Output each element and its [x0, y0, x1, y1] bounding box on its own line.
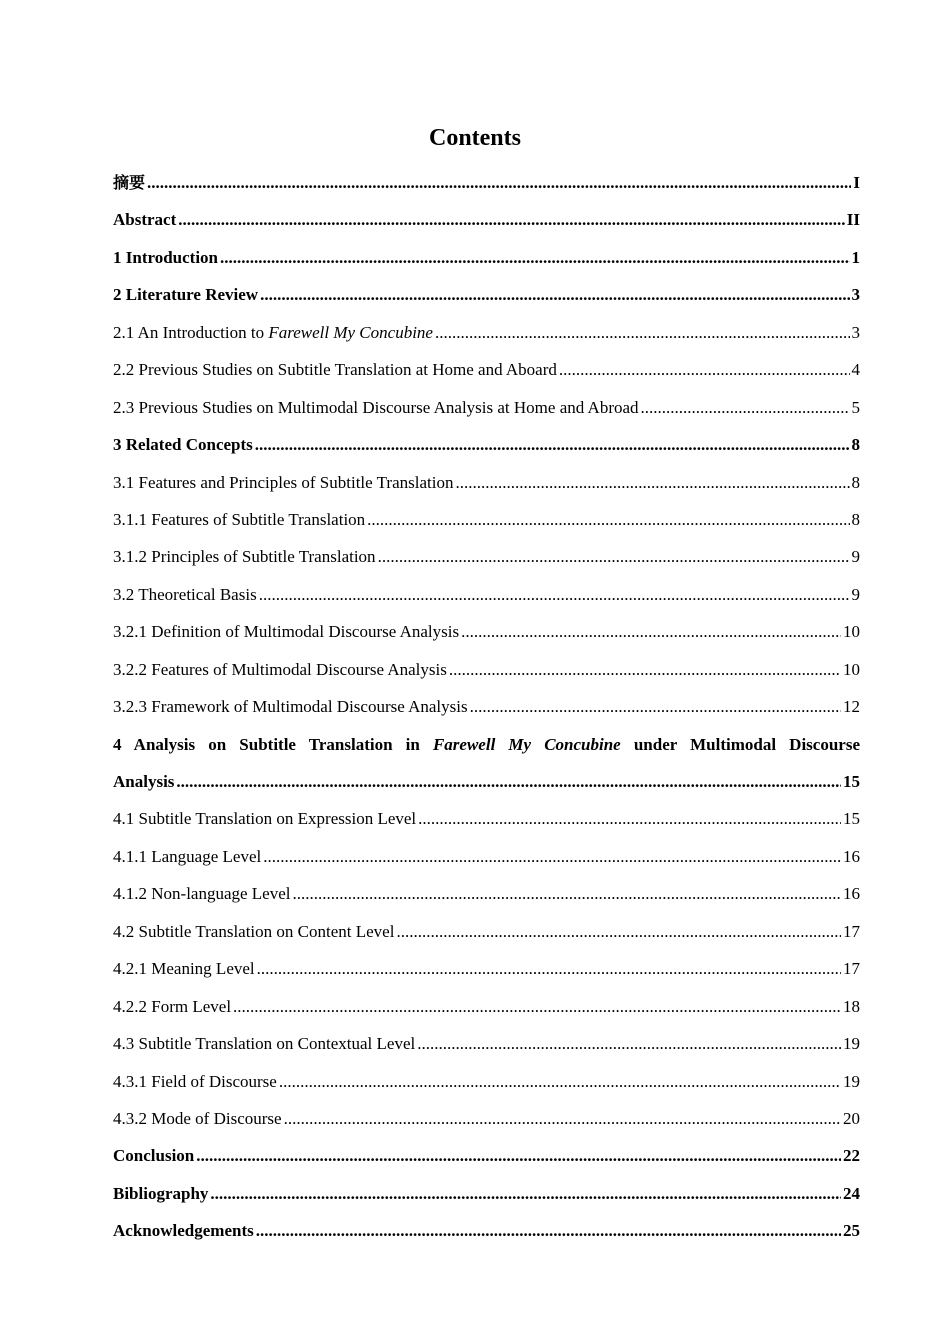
toc-entry-4-3-1[interactable] [113, 1064, 860, 1101]
toc-entry-label: 3.2.2 Features of Multimodal Discourse Analysis [113, 659, 447, 679]
toc-entry-label: 3.2.1 Definition of Multimodal Discourse Analysis [113, 622, 460, 642]
toc-leader-dots [259, 577, 850, 612]
toc-leader-dots [470, 689, 841, 724]
toc-entry-page: 20 [843, 1108, 860, 1128]
toc-leader-dots [255, 427, 850, 462]
toc-leader-dots [449, 652, 841, 687]
toc-entry-page: 5 [851, 397, 860, 417]
toc-entry-page: 19 [843, 1034, 860, 1054]
toc-entry-label: 4.3.2 Mode of Discourse [113, 1108, 282, 1128]
toc-entry-acknowledgements[interactable] [113, 1213, 860, 1250]
toc-entry-page: 9 [851, 584, 860, 604]
toc-leader-dots [461, 614, 841, 649]
page-title: Contents [428, 125, 521, 151]
toc-entry-page: 24 [843, 1183, 860, 1203]
toc-entry-4-2-1[interactable] [113, 951, 860, 988]
toc-entry-4-1-1[interactable] [113, 839, 860, 876]
toc-leader-dots [147, 165, 851, 200]
toc-leader-dots [559, 352, 850, 387]
toc-entry-3-2[interactable] [113, 577, 860, 614]
toc-entry-label: 3 Related Concepts [113, 435, 253, 455]
toc-leader-dots [178, 202, 845, 237]
toc-entry-abstract[interactable] [113, 202, 860, 239]
toc-leader-dots [435, 315, 850, 350]
toc-entry-page: I [853, 173, 860, 192]
toc-entry-page: 9 [851, 547, 860, 567]
toc-entry-page: 3 [851, 322, 860, 342]
toc-entry-page: 22 [843, 1146, 860, 1166]
toc-leader-dots [256, 1213, 841, 1248]
toc-entry-page: 25 [843, 1221, 860, 1241]
toc-entry-page: 10 [843, 659, 860, 679]
toc-entry-label: 4.3 Subtitle Translation on Contextual Level [113, 1034, 416, 1054]
toc-entry-label: Conclusion [113, 1146, 195, 1166]
toc-entry-4-3-2[interactable] [113, 1101, 860, 1138]
toc-entry-page: 16 [843, 846, 860, 866]
toc-leader-dots [293, 876, 842, 911]
toc-entry-label: 4.2.2 Form Level [113, 996, 232, 1016]
toc-entry-page: 19 [843, 1071, 860, 1091]
toc-entry-label [113, 727, 860, 762]
toc-entry-label: 3.2 Theoretical Basis [113, 584, 257, 604]
toc-entry-label: 2.3 Previous Studies on Multimodal Discourse Analysis at Home and Abroad [113, 397, 639, 417]
toc-leader-dots [260, 277, 849, 312]
toc-entry-label: 2.2 Previous Studies on Subtitle Translation at Home and Aboard [113, 360, 557, 380]
toc-entry-page: 12 [843, 697, 860, 717]
toc-leader-dots [641, 390, 850, 425]
toc-entry-label: 4.1.2 Non-language Level [113, 884, 291, 904]
toc-entry-label: Abstract [113, 210, 177, 230]
toc-entry-3-2-3[interactable] [113, 689, 860, 726]
toc-entry-page: 8 [851, 472, 860, 492]
toc-entry-label: 摘要 [113, 173, 146, 192]
toc-entry-page: 8 [851, 435, 860, 455]
toc-leader-dots [396, 914, 841, 949]
toc-leader-dots [378, 539, 850, 574]
toc-entry-4-1[interactable] [113, 801, 860, 838]
toc-entry-label: Analysis [113, 772, 175, 791]
toc-entry-3-2-2[interactable] [113, 652, 860, 689]
toc-entry-label: 1 Introduction [113, 247, 219, 267]
toc-entry-page: 8 [851, 509, 860, 529]
toc-entry-abstract-cn[interactable] [113, 165, 860, 202]
toc-entry-analysis-line1[interactable] [113, 727, 860, 764]
toc-leader-dots [220, 240, 849, 275]
toc-entry-label: 2 Literature Review [113, 285, 259, 305]
toc-entry-page: 17 [843, 959, 860, 979]
toc-leader-dots [367, 502, 849, 537]
toc-entry-label: 4.1.1 Language Level [113, 846, 262, 866]
toc-entry-3-1[interactable] [113, 465, 860, 502]
toc-entry-conclusion[interactable] [113, 1138, 860, 1175]
toc-entry-page: II [846, 210, 860, 230]
toc-leader-dots [417, 1026, 841, 1061]
toc-entry-literature-review[interactable] [113, 277, 860, 314]
toc-leader-dots [233, 989, 841, 1024]
toc-entry-label: 3.1.2 Principles of Subtitle Translation [113, 547, 376, 567]
toc-entry-3-2-1[interactable] [113, 614, 860, 651]
toc-entry-page: 1 [851, 247, 860, 267]
toc-entry-analysis-line2[interactable] [113, 764, 860, 801]
toc-entry-page: 18 [843, 996, 860, 1016]
toc-entry-label-text: 2.1 An Introduction to [113, 322, 269, 342]
toc-entry-label-text: 4 Analysis on Subtitle Translation in [113, 734, 433, 754]
toc-entry-label: 3.1 Features and Principles of Subtitle Translation [113, 472, 454, 492]
toc-entry-page: 4 [851, 360, 860, 380]
toc-entry-2-2[interactable] [113, 352, 860, 389]
toc-entry-page: 10 [843, 622, 860, 642]
toc-entry-label [113, 315, 433, 350]
toc-entry-introduction[interactable] [113, 240, 860, 277]
toc-entry-label: 4.2 Subtitle Translation on Content Level [113, 921, 395, 941]
toc-entry-label: 4.3.1 Field of Discourse [113, 1071, 277, 1091]
toc-entry-2-3[interactable] [113, 390, 860, 427]
toc-leader-dots [284, 1101, 841, 1136]
toc-entry-page: 17 [843, 921, 860, 941]
toc-leader-dots [196, 1138, 841, 1173]
toc-entry-label: Bibliography [113, 1183, 209, 1203]
toc-leader-dots [418, 801, 841, 836]
toc-entry-bibliography[interactable] [113, 1176, 860, 1213]
toc-entry-4-3[interactable] [113, 1026, 860, 1063]
toc-entry-label: 3.2.3 Framework of Multimodal Discourse Analysis [113, 697, 468, 717]
toc-entry-label-suffix: under Multimodal Discourse [620, 734, 860, 754]
toc-entry-3-1-2[interactable] [113, 539, 860, 576]
toc-entry-4-1-2[interactable] [113, 876, 860, 913]
table-of-contents [113, 165, 860, 1251]
toc-entry-page: 15 [843, 772, 860, 791]
toc-leader-dots [257, 951, 841, 986]
toc-entry-page: 16 [843, 884, 860, 904]
toc-entry-label: 4.1 Subtitle Translation on Expression Level [113, 809, 417, 829]
toc-entry-2-1[interactable] [113, 315, 860, 352]
toc-entry-4-2[interactable] [113, 914, 860, 951]
toc-entry-page: 3 [851, 285, 860, 305]
toc-entry-label: Acknowledgements [113, 1221, 254, 1241]
toc-entry-related-concepts[interactable] [113, 427, 860, 464]
toc-entry-3-1-1[interactable] [113, 502, 860, 539]
toc-entry-label: 4.2.1 Meaning Level [113, 959, 255, 979]
toc-entry-label-italic: Farewell My Concubine [268, 322, 433, 342]
toc-entry-label-italic: Farewell My Concubine [432, 734, 621, 754]
toc-leader-dots [210, 1176, 841, 1211]
toc-entry-4-2-2[interactable] [113, 989, 860, 1026]
toc-entry-page: 15 [843, 809, 860, 829]
toc-leader-dots [176, 764, 841, 799]
toc-leader-dots [263, 839, 841, 874]
toc-leader-dots [455, 465, 849, 500]
toc-entry-label: 3.1.1 Features of Subtitle Translation [113, 509, 366, 529]
toc-leader-dots [279, 1064, 841, 1099]
